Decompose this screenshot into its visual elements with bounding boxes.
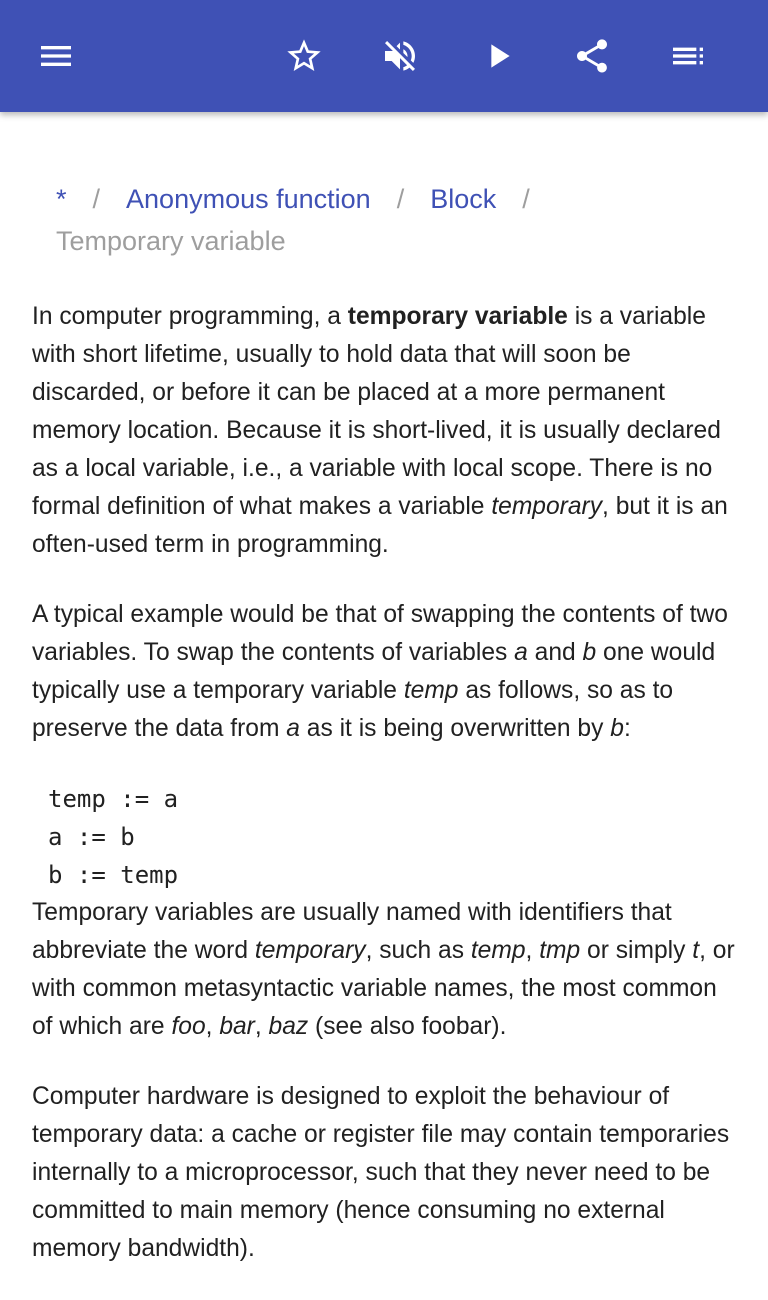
text: ,: [205, 1013, 220, 1040]
breadcrumb-link-block[interactable]: Block: [430, 184, 497, 214]
text: , such as: [365, 937, 471, 964]
italic-term: temporary: [491, 493, 603, 520]
article-body: [32, 298, 742, 1300]
italic-term: temp: [403, 677, 459, 704]
text: (see also foobar).: [308, 1013, 507, 1040]
paragraph-swap-example: [32, 596, 742, 748]
volume-off-icon[interactable]: [372, 28, 428, 84]
text: Temporary variables are usually named with identifiers that abbreviate the word: [32, 899, 672, 964]
italic-term: bar: [219, 1013, 255, 1040]
code-line: b := temp: [48, 861, 179, 889]
italic-term: temporary: [254, 937, 366, 964]
breadcrumb-current-page: Temporary variable: [56, 226, 286, 256]
italic-term: tmp: [539, 937, 581, 964]
play-icon[interactable]: [470, 28, 526, 84]
star-outline-icon[interactable]: [276, 28, 332, 84]
hamburger-menu-icon[interactable]: [28, 28, 84, 84]
italic-term: t: [692, 937, 700, 964]
table-of-contents-icon[interactable]: [660, 28, 716, 84]
text: ,: [254, 1013, 269, 1040]
text: , or with common metasyntactic variable names, the most common of which are: [32, 937, 735, 1040]
text: and: [527, 639, 583, 666]
text: ,: [525, 937, 540, 964]
code-line: a := b: [48, 823, 135, 851]
breadcrumb-link-anonymous-function[interactable]: Anonymous function: [126, 184, 371, 214]
italic-term: temp: [470, 937, 526, 964]
breadcrumb-link-home[interactable]: *: [56, 184, 67, 214]
paragraph-hardware: Computer hardware is designed to exploit the behaviour of temporary data: a cache or register file may contain temporaries internally to a microprocessor, such that they never need to be committed to main memory (hence consuming no external memory bandwidth).: [32, 1083, 730, 1262]
app-toolbar: [0, 0, 768, 112]
breadcrumb: [56, 178, 736, 262]
italic-term: foo: [171, 1013, 206, 1040]
breadcrumb-separator: /: [396, 184, 405, 214]
code-line: temp := a: [48, 785, 179, 813]
text: one would typically use a temporary variable: [32, 639, 716, 704]
text: is a variable with short lifetime, usually to hold data that will soon be discarded, or before it can be placed at a more permanent memory location. Because it is short-lived, it is usually declared as a local variable, i.e., a variable with local scope. There is no formal definition of what makes a variable: [32, 303, 721, 520]
text: as follows, so as to preserve the data from: [32, 677, 674, 742]
italic-term: b: [610, 715, 624, 742]
italic-term: b: [582, 639, 597, 666]
text: or simply: [580, 937, 693, 964]
italic-term: a: [286, 715, 300, 742]
paragraph-naming: [32, 894, 742, 1046]
text: A typical example would be that of swapping the contents of two variables. To swap the contents of variables: [32, 601, 728, 666]
text: :: [623, 715, 631, 742]
italic-term: a: [514, 639, 528, 666]
term-bold: temporary variable: [347, 303, 568, 330]
text: In computer programming, a: [32, 303, 348, 330]
breadcrumb-separator: /: [522, 184, 530, 214]
italic-term: baz: [268, 1013, 309, 1040]
text: , but it is an often-used term in programming.: [32, 493, 728, 558]
paragraph-intro: [32, 298, 742, 564]
code-block: [32, 780, 742, 894]
share-icon[interactable]: [564, 28, 620, 84]
text: as it is being overwritten by: [299, 715, 611, 742]
breadcrumb-separator: /: [92, 184, 101, 214]
